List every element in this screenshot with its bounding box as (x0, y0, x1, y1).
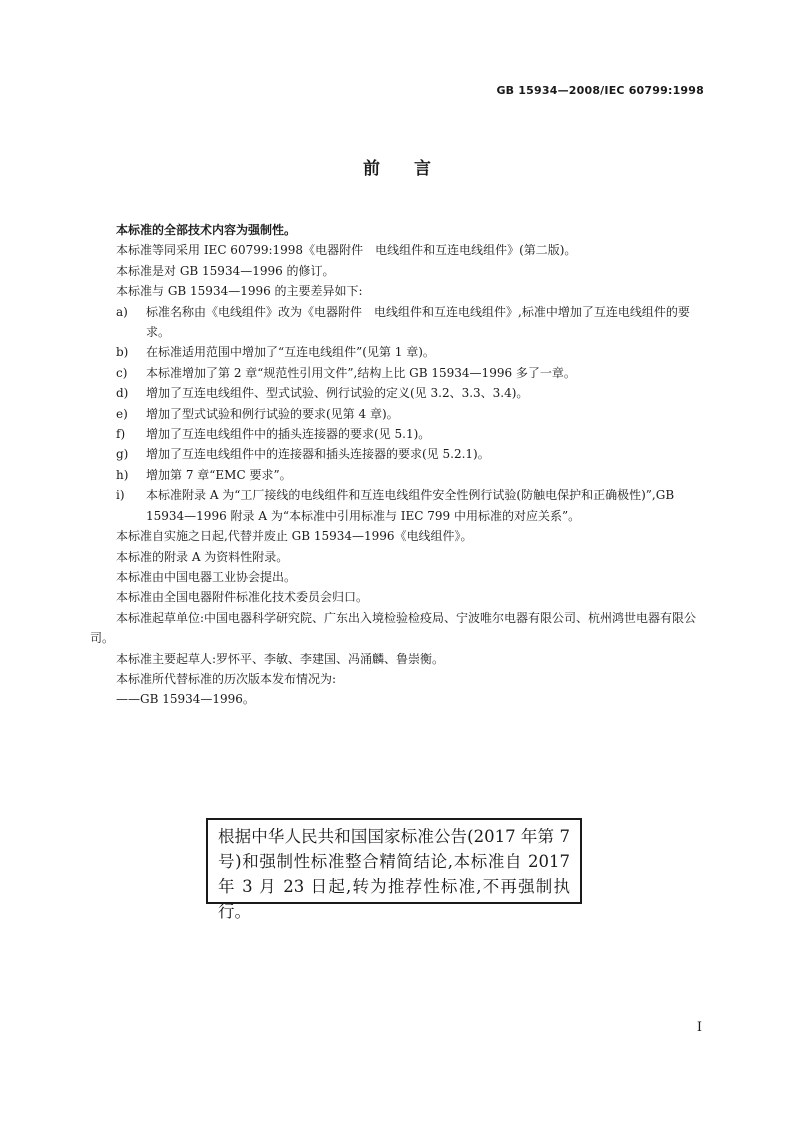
list-item (90, 465, 708, 485)
list-item (90, 444, 708, 464)
standard-code-header: GB 15934—2008/IEC 60799:1998 (496, 84, 704, 97)
list-text: 增加第 7 章“EMC 要求”。 (146, 467, 292, 482)
list-marker: i) (116, 488, 125, 503)
paragraph: 本标准与 GB 15934—1996 的主要差异如下: (116, 284, 363, 299)
list-item (90, 363, 708, 383)
list-marker: b) (116, 345, 129, 360)
page-title: 前言 (363, 159, 465, 179)
list-text: 增加了型式试验和例行试验的要求(见第 4 章)。 (146, 406, 399, 421)
list-marker: g) (116, 447, 129, 462)
list-item (90, 485, 708, 526)
list-text: 标准名称由《电线组件》改为《电器附件 电线组件和互连电线组件》,标准中增加了互连电线组件的要求。 (146, 304, 690, 340)
paragraph: 本标准的全部技术内容为强制性。 (116, 223, 297, 237)
list-text: 增加了互连电线组件、型式试验、例行试验的定义(见 3.2、3.3、3.4)。 (146, 386, 529, 401)
list-text: 本标准增加了第 2 章“规范性引用文件”,结构上比 GB 15934—1996 多了一章。 (146, 365, 576, 380)
paragraph: 本标准是对 GB 15934—1996 的修订。 (116, 263, 335, 278)
list-text: 本标准附录 A 为“工厂接线的电线组件和互连电线组件安全性例行试验(防触电保护和正确极性)”,GB 15934—1996 附录 A 为“本标准中引用标准与 IEC 799 中用标准的对应关系”。 (146, 488, 675, 523)
paragraph: 本标准自实施之日起,代替并废止 GB 15934—1996《电线组件》。 (116, 529, 473, 544)
paragraph: 本标准主要起草人:罗怀平、李敏、李建国、冯涌麟、鲁崇衡。 (116, 651, 445, 666)
page-number: I (696, 1020, 702, 1035)
list-item (90, 342, 708, 362)
paragraph: 本标准等同采用 IEC 60799:1998《电器附件 电线组件和互连电线组件》(第二版)。 (116, 243, 577, 258)
list-item (90, 383, 708, 403)
paragraph: 本标准起草单位:中国电器科学研究院、广东出入境检验检疫局、宁波唯尔电器有限公司、杭州鸿世电器有限公司。 (90, 610, 697, 646)
list-text: 增加了互连电线组件中的插头连接器的要求(见 5.1)。 (146, 427, 431, 442)
paragraph: 本标准由中国电器工业协会提出。 (116, 569, 297, 584)
list-item (90, 302, 708, 343)
list-item (90, 424, 708, 444)
list-text: 增加了互连电线组件中的连接器和插头连接器的要求(见 5.2.1)。 (146, 447, 490, 462)
list-marker: h) (116, 467, 129, 482)
list-item (90, 404, 708, 424)
paragraph: 本标准的附录 A 为资料性附录。 (116, 549, 289, 564)
list-marker: d) (116, 386, 129, 401)
paragraph: 本标准所代替标准的历次版本发布情况为: (116, 671, 337, 686)
list-marker: f) (116, 427, 126, 442)
paragraph: ——GB 15934—1996。 (116, 692, 255, 707)
list-text: 在标准适用范围中增加了“互连电线组件”(见第 1 章)。 (146, 345, 435, 360)
foreword-body (90, 220, 708, 710)
list-marker: e) (116, 406, 128, 421)
paragraph: 本标准由全国电器附件标准化技术委员会归口。 (116, 590, 369, 605)
list-marker: a) (116, 304, 128, 319)
list-marker: c) (116, 365, 128, 380)
status-notice-box: 根据中华人民共和国国家标准公告(2017 年第 7 号)和强制性标准整合精简结论,本标准自 2017 年 3 月 23 日起,转为推荐性标准,不再强制执行。 (206, 818, 582, 904)
